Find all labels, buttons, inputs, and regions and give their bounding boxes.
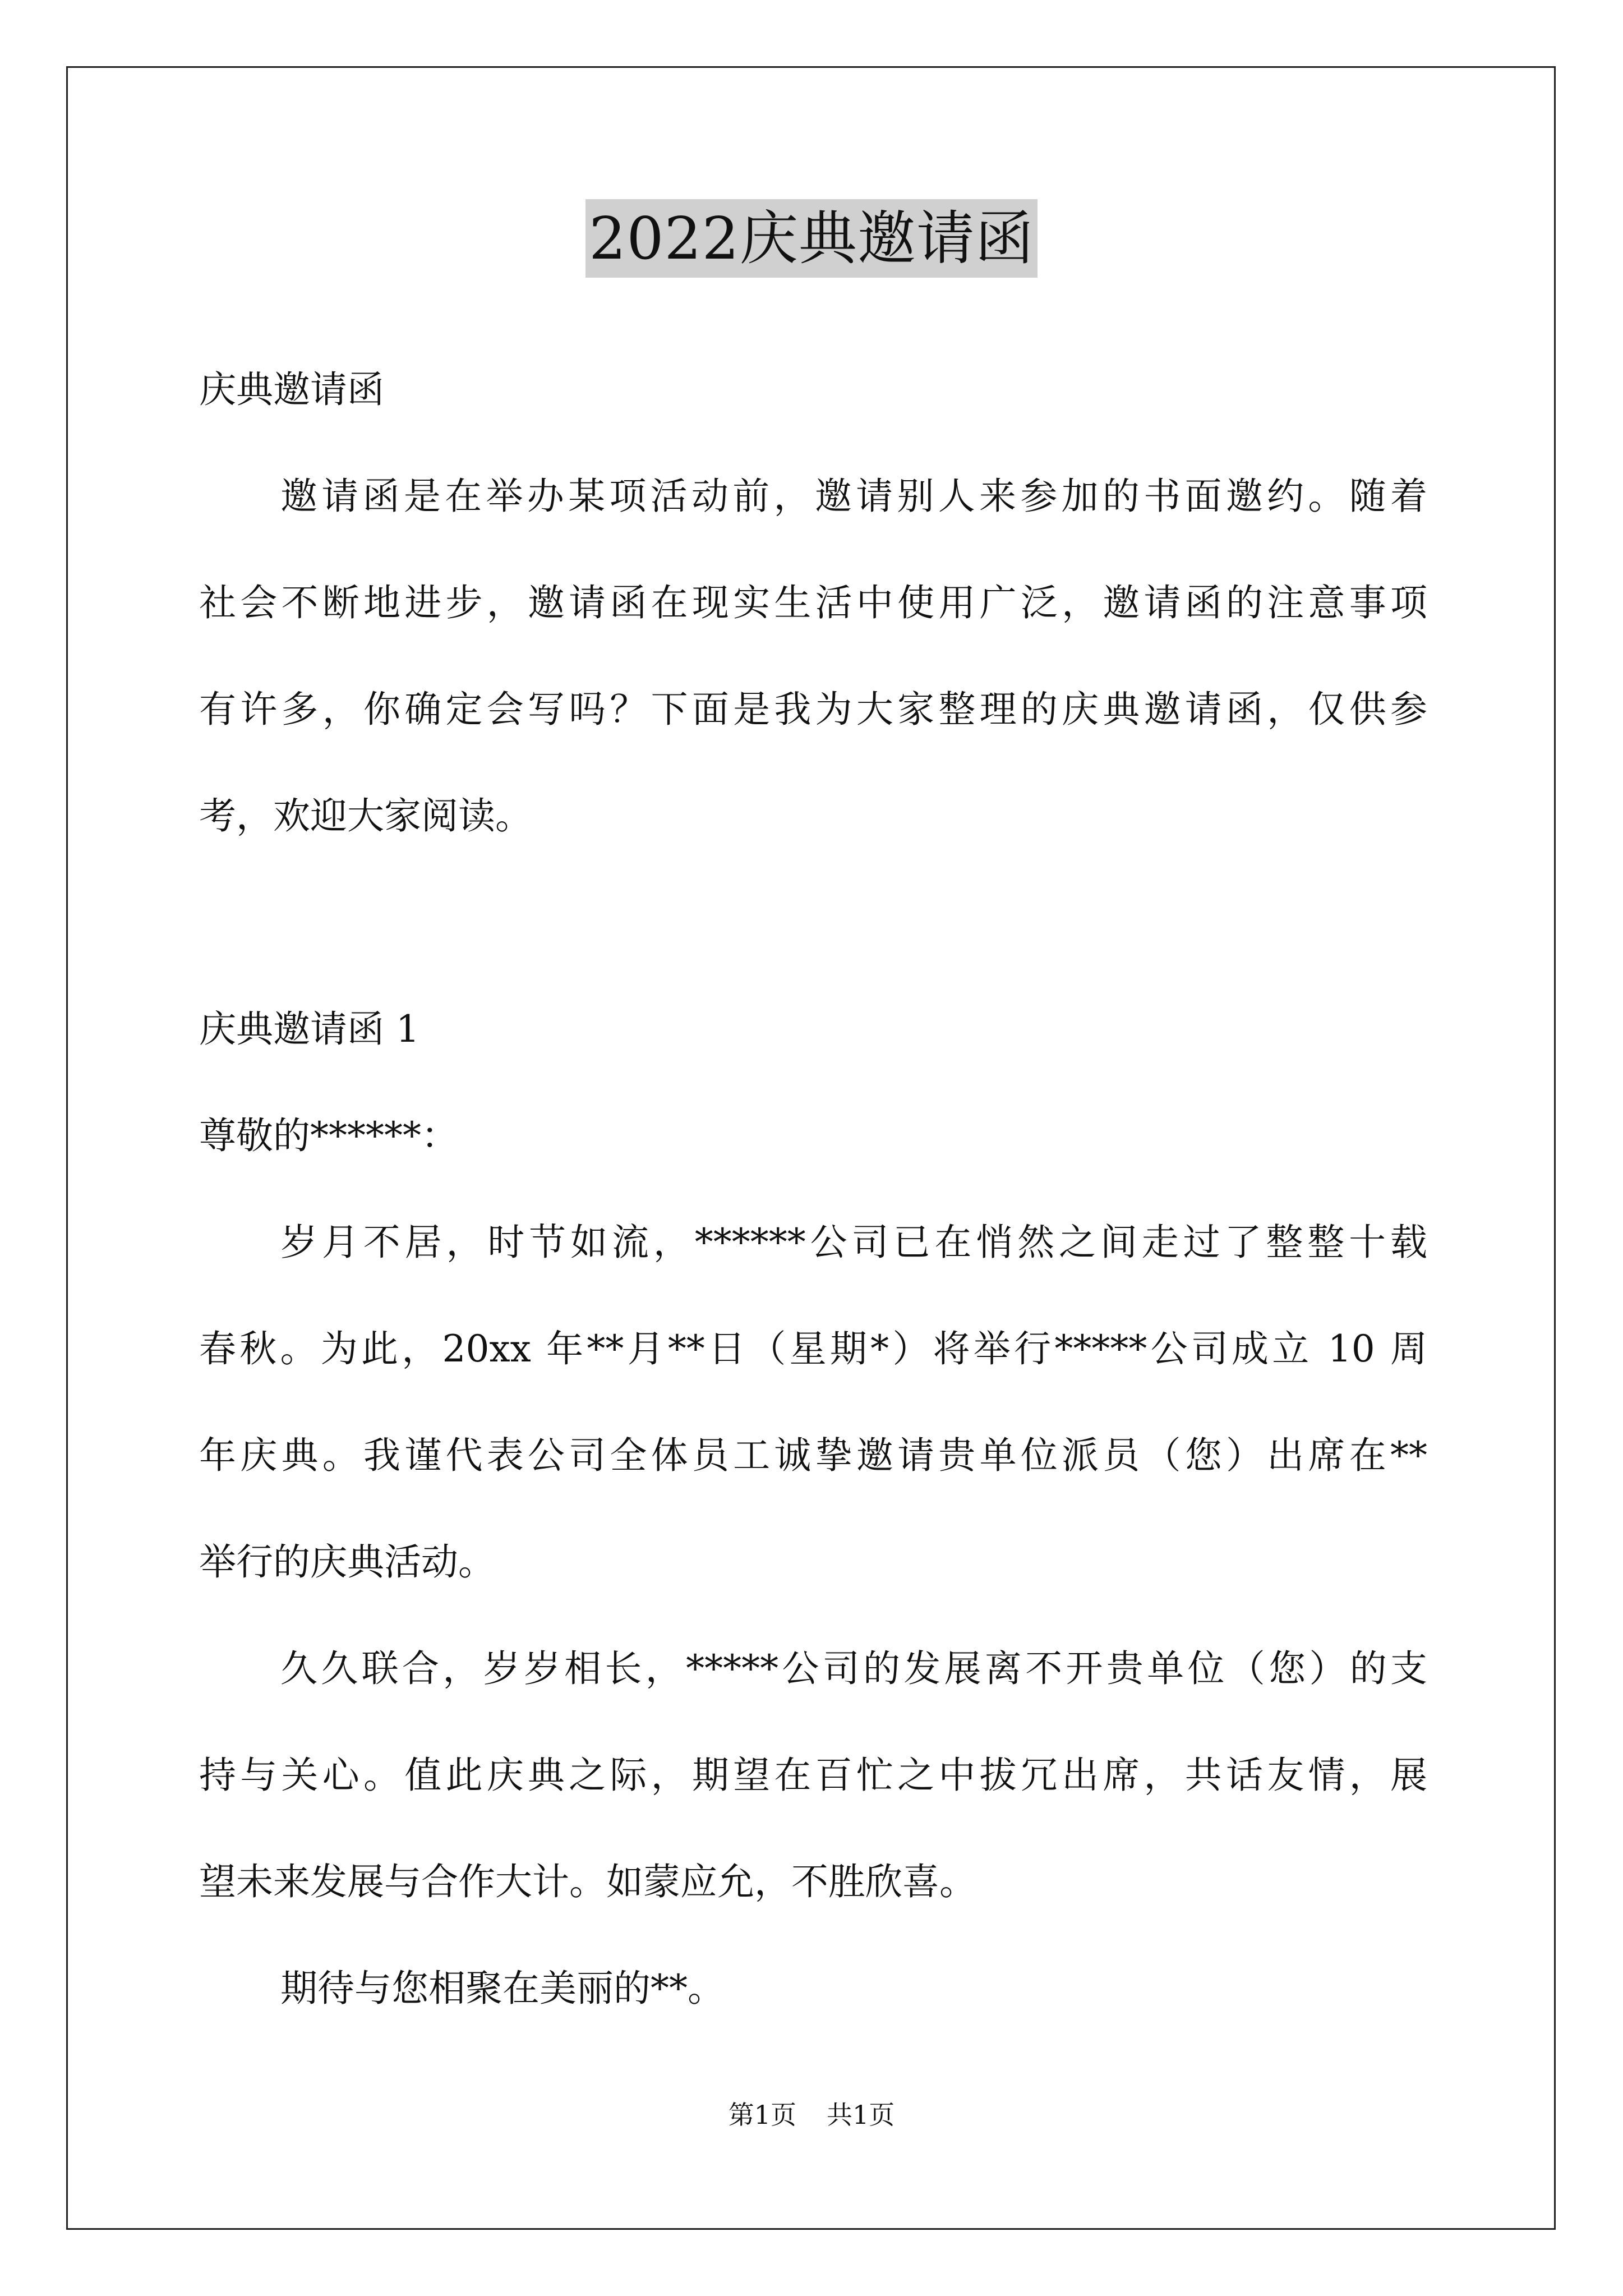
subtitle: 庆典邀请函 — [199, 368, 384, 411]
intro-paragraph — [199, 443, 1427, 869]
para3-line-1: 期待与您相聚在美丽的**。 — [280, 1967, 725, 2010]
para2-line-3: 望未来发展与合作大计。如蒙应允，不胜欣喜。 — [199, 1860, 976, 1903]
section-heading: 庆典邀请函 1 — [199, 1007, 419, 1051]
intro-line-3: 有许多，你确定会写吗？下面是我为大家整理的庆典邀请函，仅供参 — [199, 688, 1427, 731]
salutation: 尊敬的******： — [199, 1114, 458, 1157]
intro-line-1: 邀请函是在举办某项活动前，邀请别人来参加的书面邀约。随着 — [280, 475, 1427, 518]
document-body — [199, 337, 1427, 2042]
para2-line-2: 持与关心。值此庆典之际，期望在百忙之中拔冗出席，共话友情，展 — [199, 1754, 1427, 1797]
page-total: 共1页 — [827, 2100, 895, 2130]
title-block — [0, 199, 1623, 278]
intro-line-2: 社会不断地进步，邀请函在现实生活中使用广泛，邀请函的注意事项 — [199, 581, 1427, 624]
document-title: 2022庆典邀请函 — [585, 199, 1038, 278]
page-footer — [0, 2098, 1623, 2132]
paragraph-3 — [199, 1935, 1427, 2042]
spacer — [199, 869, 1427, 976]
para1-line-3: 年庆典。我谨代表公司全体员工诚挚邀请贵单位派员（您）出席在** — [199, 1434, 1427, 1477]
paragraph-2 — [199, 1616, 1427, 1935]
para1-line-4: 举行的庆典活动。 — [199, 1540, 495, 1584]
para1-line-1: 岁月不居，时节如流，******公司已在悄然之间走过了整整十载 — [280, 1221, 1427, 1264]
para1-line-2: 春秋。为此，20xx 年**月**日（星期*）将举行*****公司成立 10 周 — [199, 1327, 1427, 1370]
page-number: 第1页 — [728, 2100, 796, 2130]
para2-line-1: 久久联合，岁岁相长，*****公司的发展离不开贵单位（您）的支 — [280, 1647, 1427, 1690]
intro-line-4: 考，欢迎大家阅读。 — [199, 794, 532, 838]
paragraph-1 — [199, 1189, 1427, 1616]
